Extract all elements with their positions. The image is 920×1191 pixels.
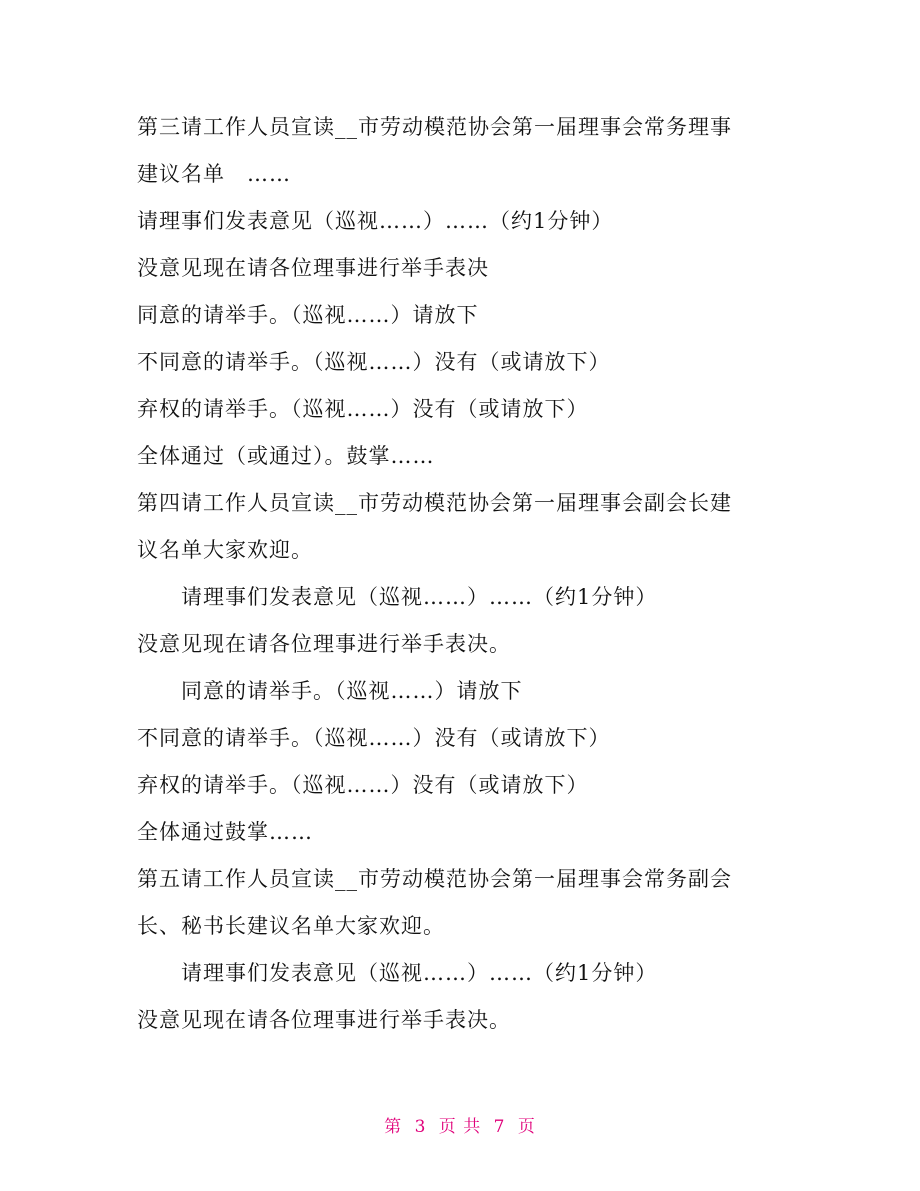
paragraph-line: 没意见现在请各位理事进行举手表决。 [137,1008,511,1032]
paragraph-line: 全体通过鼓掌…… [137,820,313,844]
paragraph-line: 全体通过（或通过）。鼓掌…… [137,444,435,468]
paragraph-line: 请理事们发表意见（巡视……）……（约1分钟） [137,209,614,233]
paragraph-line: 弃权的请举手。（巡视……）没有（或请放下） [137,397,589,421]
paragraph-line: 第三请工作人员宣读__市劳动模范协会第一届理事会常务理事 [137,115,732,139]
paragraph-line: 第四请工作人员宣读__市劳动模范协会第一届理事会副会长建 [137,491,732,515]
paragraph-line: 不同意的请举手。（巡视……）没有（或请放下） [137,350,611,374]
paragraph-line: 同意的请举手。（巡视……）请放下 [137,303,479,327]
paragraph-line: 弃权的请举手。（巡视……）没有（或请放下） [137,773,589,797]
paragraph-line-indented: 同意的请举手。（巡视……）请放下 [181,679,523,703]
paragraph-line: 没意见现在请各位理事进行举手表决。 [137,632,511,656]
paragraph-line-indented: 请理事们发表意见（巡视……）……（约1分钟） [181,585,658,609]
document-body [137,104,797,1044]
footer-middle: 页 共 [438,1117,482,1137]
paragraph-line: 建议名单 …… [137,162,291,186]
footer-prefix: 第 [384,1117,403,1137]
footer-suffix: 页 [517,1117,536,1137]
footer-current-page: 3 [414,1117,427,1137]
paragraph-line: 长、秘书长建议名单大家欢迎。 [137,914,445,938]
paragraph-line: 没意见现在请各位理事进行举手表决 [137,256,489,280]
paragraph-line: 第五请工作人员宣读__市劳动模范协会第一届理事会常务副会 [137,867,732,891]
paragraph-line: 议名单大家欢迎。 [137,538,313,562]
page-footer [0,1112,920,1137]
footer-total-pages: 7 [493,1117,506,1137]
paragraph-line: 不同意的请举手。（巡视……）没有（或请放下） [137,726,611,750]
paragraph-line-indented: 请理事们发表意见（巡视……）……（约1分钟） [181,961,658,985]
